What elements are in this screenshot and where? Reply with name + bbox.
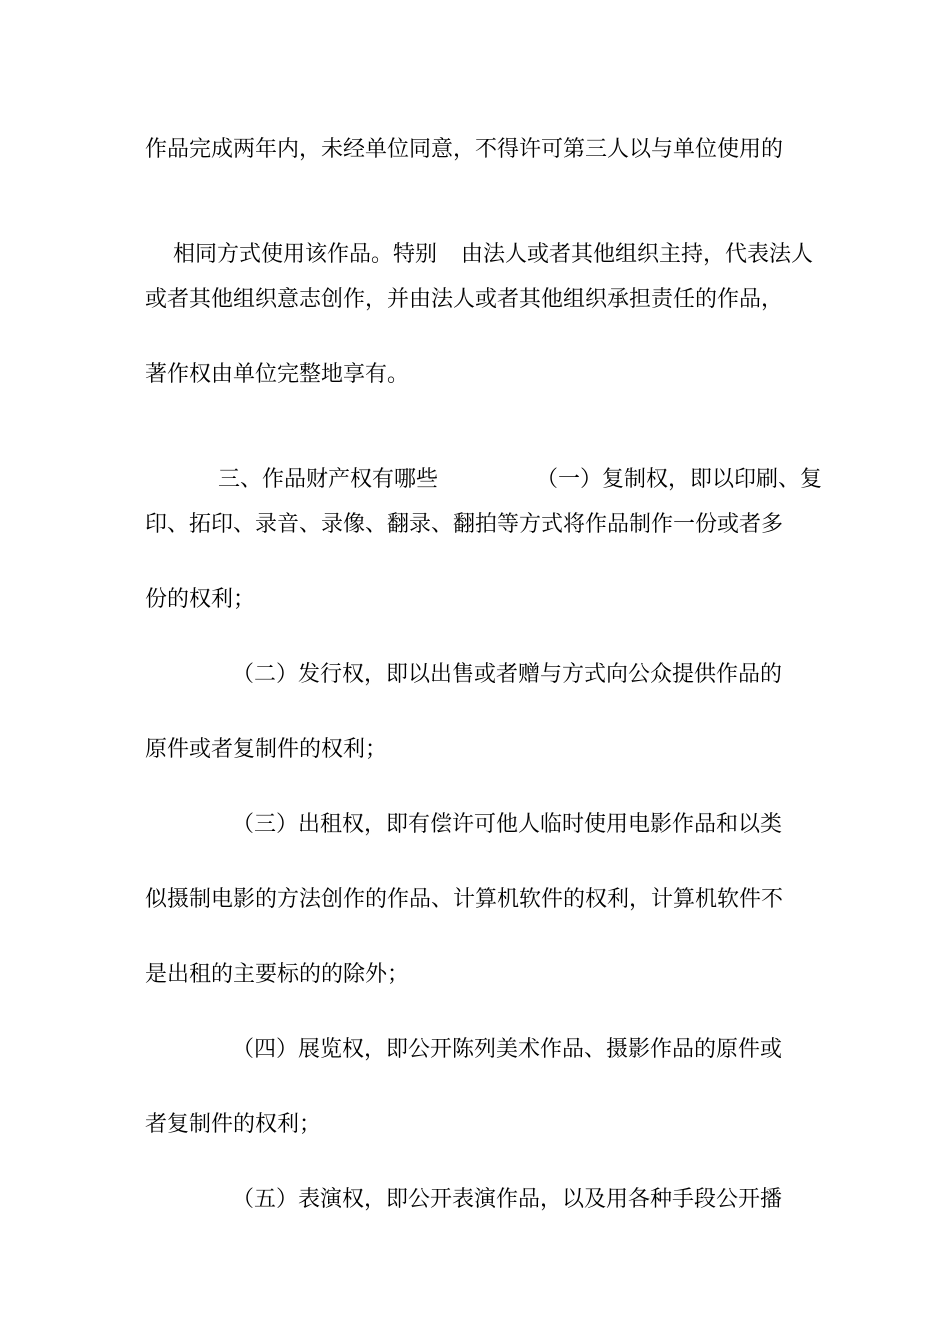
paragraph-line: 著作权由单位完整地享有。: [145, 362, 410, 387]
paragraph-line: 者复制件的权利；: [145, 1112, 322, 1137]
paragraph-line: （四）展览权，即公开陈列美术作品、摄影作品的原件或: [232, 1037, 783, 1062]
paragraph-line: 份的权利；: [145, 587, 256, 612]
text-segment: 相同方式使用该作品。特别: [172, 242, 437, 267]
paragraph-line: （五）表演权，即公开表演作品，以及用各种手段公开播: [232, 1187, 783, 1212]
section-heading: 三、作品财产权有哪些: [217, 467, 438, 492]
paragraph-line: 或者其他组织意志创作，并由法人或者其他组织承担责任的作品，: [145, 287, 784, 312]
paragraph-line: （三）出租权，即有偿许可他人临时使用电影作品和以类: [232, 812, 783, 837]
paragraph-line: 作品完成两年内，未经单位同意，不得许可第三人以与单位使用的: [145, 137, 784, 162]
paragraph-line: 是出租的主要标的的除外；: [145, 962, 410, 987]
paragraph-line: 印、拓印、录音、录像、翻录、翻拍等方式将作品制作一份或者多: [145, 512, 784, 537]
paragraph-line: 原件或者复制件的权利；: [145, 737, 388, 762]
paragraph-line: （二）发行权，即以出售或者赠与方式向公众提供作品的: [232, 662, 783, 687]
text-segment: （一）复制权，即以印刷、复: [536, 467, 823, 492]
text-segment: 由法人或者其他组织主持，代表法人: [461, 242, 814, 267]
paragraph-line: 似摄制电影的方法创作的作品、计算机软件的权利，计算机软件不: [145, 887, 784, 912]
